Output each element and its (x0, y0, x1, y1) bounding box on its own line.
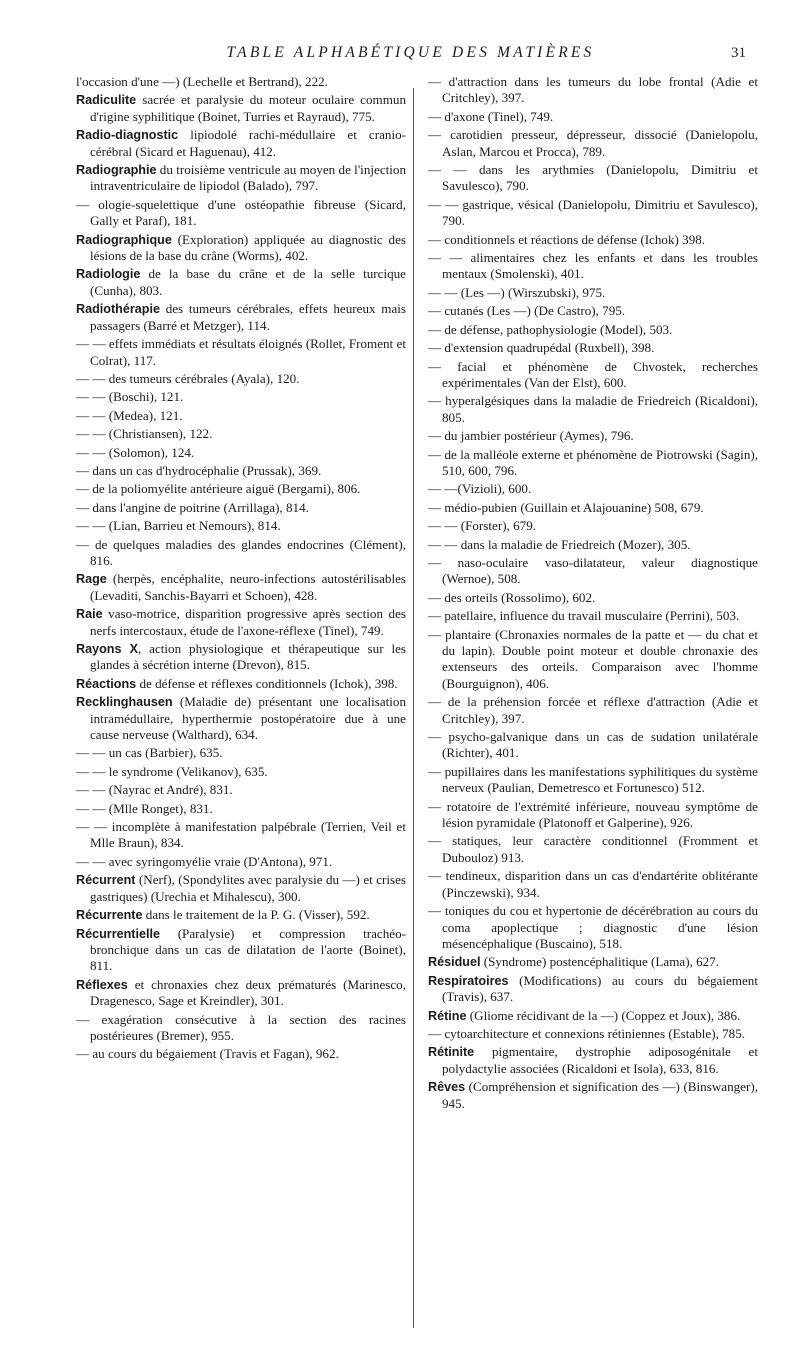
running-head (66, 44, 746, 62)
index-entry (76, 537, 406, 570)
entry-text: — pupillaires dans les manifestations syphilitiques du système nerveux (Paulian, Demetresco et Fortunesco) 512. (428, 763, 758, 796)
index-column-right (428, 74, 758, 1114)
entry-text: de la base du crâne et de la selle turcique (Cunha), 803. (90, 266, 406, 298)
entry-text: — — (Christiansen), 122. (76, 426, 213, 442)
index-entry (428, 518, 758, 534)
entry-text: — de la préhension forcée et réflexe d'attraction (Adie et Critchley), 397. (428, 694, 758, 726)
entry-headword: Rétinite (428, 1045, 475, 1060)
index-entry (428, 627, 758, 693)
entry-text: — ologie-squelettique d'une ostéopathie fibreuse (Sicard, Gally et Paraf), 181. (76, 196, 406, 229)
entry-headword: Radiographie (76, 163, 157, 178)
index-entry (76, 606, 406, 639)
index-entry (76, 500, 406, 516)
entry-text: l'occasion d'une —) (Lechelle et Bertrand), 222. (76, 74, 328, 89)
index-entry (428, 322, 758, 338)
entry-text: de défense et réflexes conditionnels (Ichok), 398. (136, 675, 398, 691)
index-entry (428, 340, 758, 356)
entry-headword: Rêves (428, 1080, 466, 1095)
entry-headword: Radiologie (76, 267, 141, 282)
index-entry (428, 1079, 758, 1112)
index-entry (428, 303, 758, 319)
entry-text: — carotidien presseur, dépresseur, dissocié (Danielopolu, Aslan, Marcou et Procca), 789. (428, 127, 758, 159)
index-entry (76, 389, 406, 405)
entry-text: — — effets immédiats et résultats éloignés (Rollet, Froment et Colrat), 117. (76, 336, 406, 368)
entry-text: — toniques du cou et hypertonie de décérébration au cours du coma apoplectique ; diagnostic d'une lésion mésencéphalique (Buscaino), 518. (428, 903, 758, 951)
entry-headword: Recklinghausen (76, 695, 173, 710)
entry-headword: Rayons X (76, 642, 138, 656)
entry-text: — du jambier postérieur (Aymes), 796. (428, 428, 634, 444)
entry-text: — cutanés (Les —) (De Castro), 795. (428, 303, 626, 319)
entry-text: — — (Solomon), 124. (76, 444, 195, 460)
entry-text: — d'axone (Tinel), 749. (428, 108, 554, 124)
entry-text: — de la poliomyélite antérieure aiguë (Bergami), 806. (76, 481, 361, 497)
index-entry (76, 371, 406, 387)
index-entry (428, 1008, 758, 1024)
entry-text: (Modifications) au cours du bégaiement (Travis), 637. (442, 972, 758, 1005)
entry-text: — d'extension quadrupédal (Ruxbell), 398. (428, 340, 655, 356)
index-entry (76, 764, 406, 780)
index-entry (428, 428, 758, 444)
index-entry (76, 518, 406, 534)
index-entry (76, 266, 406, 299)
entry-text: (Exploration) appliquée au diagnostic des lésions de la base du crâne (Worms), 402. (90, 231, 406, 264)
index-entry (428, 500, 758, 516)
entry-text: — rotatoire de l'extrémité inférieure, nouveau symptôme de lésion pyramidale (Platonoff et Galperine), 926. (428, 798, 758, 831)
index-entry (428, 868, 758, 901)
index-entry (76, 641, 406, 674)
entry-text: — hyperalgésiques dans la maladie de Friedreich (Ricaldoni), 805. (428, 393, 758, 425)
index-entry (428, 799, 758, 832)
entry-text: — conditionnels et réactions de défense (Ichok) 398. (428, 231, 706, 247)
index-entry (428, 590, 758, 606)
index-entry (76, 1012, 406, 1045)
index-entry (428, 694, 758, 727)
index-entry (76, 463, 406, 479)
entry-text: — facial et phénomène de Chvostek, recherches expérimentales (Van der Elst), 600. (428, 358, 758, 390)
entry-headword: Radiculite (76, 93, 137, 108)
entry-text: — — gastrique, vésical (Danielopolu, Dimitriu et Savulesco), 790. (428, 196, 758, 229)
index-entry (428, 973, 758, 1006)
entry-text: — patellaire, influence du travail musculaire (Perrini), 503. (428, 608, 740, 624)
index-entry (428, 764, 758, 797)
index-entry (76, 907, 406, 923)
entry-text: — — alimentaires chez les enfants et dans les troubles mentaux (Smolenski), 401. (428, 250, 758, 282)
entry-text: — naso-oculaire vaso-dilatateur, valeur diagnostique (Wernoe), 508. (428, 554, 758, 587)
page-title: TABLE ALPHABÉTIQUE DES MATIÈRES (226, 44, 595, 61)
entry-headword: Récurrente (76, 908, 143, 923)
entry-text: — —(Vizioli), 600. (428, 481, 532, 497)
index-entry (76, 801, 406, 817)
entry-text: — d'attraction dans les tumeurs du lobe frontal (Adie et Critchley), 397. (428, 74, 758, 106)
entry-headword: Rage (76, 572, 107, 587)
index-entry (76, 74, 406, 90)
entry-text: — — (Medea), 121. (76, 407, 183, 423)
entry-text: — de quelques maladies des glandes endocrines (Clément), 816. (76, 536, 406, 568)
index-entry (428, 74, 758, 107)
index-entry (428, 833, 758, 866)
column-divider (413, 88, 414, 1328)
index-entry (76, 676, 406, 692)
entry-headword: Réactions (76, 676, 137, 691)
entry-text: (Gliome récidivant de la —) (Coppez et Joux), 386. (466, 1007, 741, 1023)
entry-text: — — dans les arythmies (Danielopolu, Dimitriu et Savulesco), 790. (428, 162, 758, 194)
entry-text: lipiodolé rachi-médullaire et cranio-cérébral (Sicard et Haguenau), 412. (90, 127, 406, 159)
index-entry (76, 336, 406, 369)
entry-text: — au cours du bégaiement (Travis et Fagan), 962. (76, 1046, 339, 1062)
index-entry (76, 426, 406, 442)
index-entry (76, 854, 406, 870)
entry-text: — exagération consécutive à la section des racines postérieures (Bremer), 955. (76, 1011, 406, 1043)
entry-text: (Paralysie) et compression trachéo-bronchique dans un cas de dilatation de l'aorte (Boinet), 811. (90, 925, 406, 974)
entry-text: (Compréhension et signification des —) (Binswanger), 945. (442, 1079, 758, 1111)
entry-text: — — (Boschi), 121. (76, 389, 184, 405)
index-entry (428, 1044, 758, 1077)
entry-text: — dans un cas d'hydrocéphalie (Prussak), 369. (76, 462, 322, 478)
index-entry (428, 447, 758, 480)
index-entry (428, 903, 758, 952)
entry-text: dans le traitement de la P. G. (Visser), 592. (142, 907, 370, 923)
entry-text: — plantaire (Chronaxies normales de la patte et — du chat et du lapin). Double point moteur et double chronaxie des extenseurs des orteils. Comparaison avec l'homme (Bourguignon), 406. (428, 626, 758, 691)
entry-text: — — (Mlle Ronget), 831. (76, 800, 213, 816)
index-entry (428, 250, 758, 283)
entry-text: (herpès, encéphalite, neuro-infections autostérilisables (Levaditi, Sanchis-Bayarri et Schoen), 428. (90, 571, 406, 603)
index-entry (76, 745, 406, 761)
page-number: 31 (731, 45, 746, 61)
index-entry (428, 285, 758, 301)
entry-text: — — avec syringomyélie vraie (D'Antona), 971. (76, 853, 333, 869)
entry-text: — — (Les —) (Wirszubski), 975. (428, 284, 606, 300)
index-entry (428, 954, 758, 970)
entry-text: — tendineux, disparition dans un cas d'endartérite oblitérante (Pinczewski), 934. (428, 868, 758, 900)
entry-text: du troisième ventricule au moyen de l'injection intraventriculaire de lipiodol (Balado), 797. (90, 162, 406, 194)
entry-text: — des orteils (Rossolimo), 602. (428, 589, 596, 605)
entry-text: — — (Forster), 679. (428, 518, 537, 534)
entry-headword: Réflexes (76, 977, 128, 992)
entry-text: et chronaxies chez deux prématurés (Marinesco, Dragenesco, Sage et Kreindler), 301. (90, 976, 406, 1009)
index-entry (428, 232, 758, 248)
entry-headword: Récurrent (76, 873, 136, 888)
entry-text: — de défense, pathophysiologie (Model), 503. (428, 321, 673, 337)
entry-text: vaso-motrice, disparition progressive après section des nerfs intercostaux, étude de l'axone-réflexe (Tinel), 749. (90, 606, 406, 638)
entry-text: sacrée et paralysie du moteur oculaire commun d'rigine syphilitique (Boinet, Turries et Rayraud), 775. (90, 92, 406, 124)
entry-headword: Rétine (428, 1008, 467, 1023)
index-entry (76, 571, 406, 604)
index-entry (428, 608, 758, 624)
entry-text: — — le syndrome (Velikanov), 635. (76, 763, 268, 779)
index-entry (76, 445, 406, 461)
index-entry (76, 301, 406, 334)
entry-text: des tumeurs cérébrales, effets heureux mais passagers (Barré et Metzger), 114. (90, 301, 406, 333)
index-entry (76, 872, 406, 905)
entry-text: — statiques, leur caractère conditionnel (Fromment et Dubouloz) 913. (428, 833, 758, 865)
index-entry (76, 408, 406, 424)
entry-text: — — un cas (Barbier), 635. (76, 745, 223, 761)
entry-text: — dans l'angine de poitrine (Arrillaga), 814. (76, 499, 309, 515)
index-entry (428, 109, 758, 125)
entry-text: — — (Lian, Barrieu et Nemours), 814. (76, 518, 281, 534)
index-entry (428, 537, 758, 553)
index-entry (76, 232, 406, 265)
index-entry (76, 977, 406, 1010)
index-entry (76, 926, 406, 975)
entry-text: — médio-pubien (Guillain et Alajouanine) 508, 679. (428, 499, 704, 515)
entry-text: — psycho-galvanique dans un cas de sudation unilatérale (Richter), 401. (428, 729, 758, 761)
entry-text: pigmentaire, dystrophie adiposogénitale et polydactylie associées (Ricaldoni et Isola), 633, 816. (442, 1044, 758, 1076)
entry-headword: Radiothérapie (76, 302, 160, 317)
index-entry (76, 92, 406, 125)
index-column-left (76, 74, 406, 1065)
index-entry (76, 127, 406, 160)
index-entry (428, 359, 758, 392)
entry-text: (Maladie de) présentant une localisation intramédullaire, hyperthermie postopératoire due à une cause nerveuse (Walthard), 634. (90, 694, 406, 743)
index-entry (428, 729, 758, 762)
entry-text: (Syndrome) postencéphalitique (Lama), 627. (480, 954, 720, 970)
index-entry (76, 819, 406, 852)
index-entry (428, 393, 758, 426)
entry-text: — cytoarchitecture et connexions rétiniennes (Estable), 785. (428, 1025, 746, 1041)
index-entry (76, 481, 406, 497)
entry-headword: Récurrentielle (76, 926, 160, 941)
index-entry (428, 1026, 758, 1042)
entry-headword: Radiographique (76, 232, 172, 247)
index-entry (428, 197, 758, 230)
index-entry (76, 197, 406, 230)
entry-headword: Résiduel (428, 955, 481, 970)
index-entry (428, 481, 758, 497)
index-entry (428, 162, 758, 195)
index-entry (76, 694, 406, 743)
entry-text: — — des tumeurs cérébrales (Ayala), 120. (76, 370, 300, 386)
entry-text: — — incomplète à manifestation palpébrale (Terrien, Veil et Mlle Braun), 834. (76, 819, 406, 851)
index-entry (76, 782, 406, 798)
index-entry (76, 162, 406, 195)
entry-text: — — dans la maladie de Friedreich (Mozer), 305. (428, 536, 691, 552)
entry-headword: Radio-diagnostic (76, 128, 179, 143)
index-entry (76, 1046, 406, 1062)
entry-text: — de la malléole externe et phénomène de Piotrowski (Sagin), 510, 600, 796. (428, 446, 758, 478)
entry-text: — — (Nayrac et André), 831. (76, 782, 233, 798)
entry-headword: Raie (76, 607, 103, 622)
entry-headword: Respiratoires (428, 973, 509, 988)
index-entry (428, 555, 758, 588)
index-entry (428, 127, 758, 160)
entry-text: (Nerf), (Spondylites avec paralysie du —) et crises gastriques) (Urechia et Mihalescu), 300. (90, 872, 406, 904)
entry-text: , action physiologique et thérapeutique sur les glandes à sécrétion interne (Drevon), 815. (90, 641, 406, 673)
